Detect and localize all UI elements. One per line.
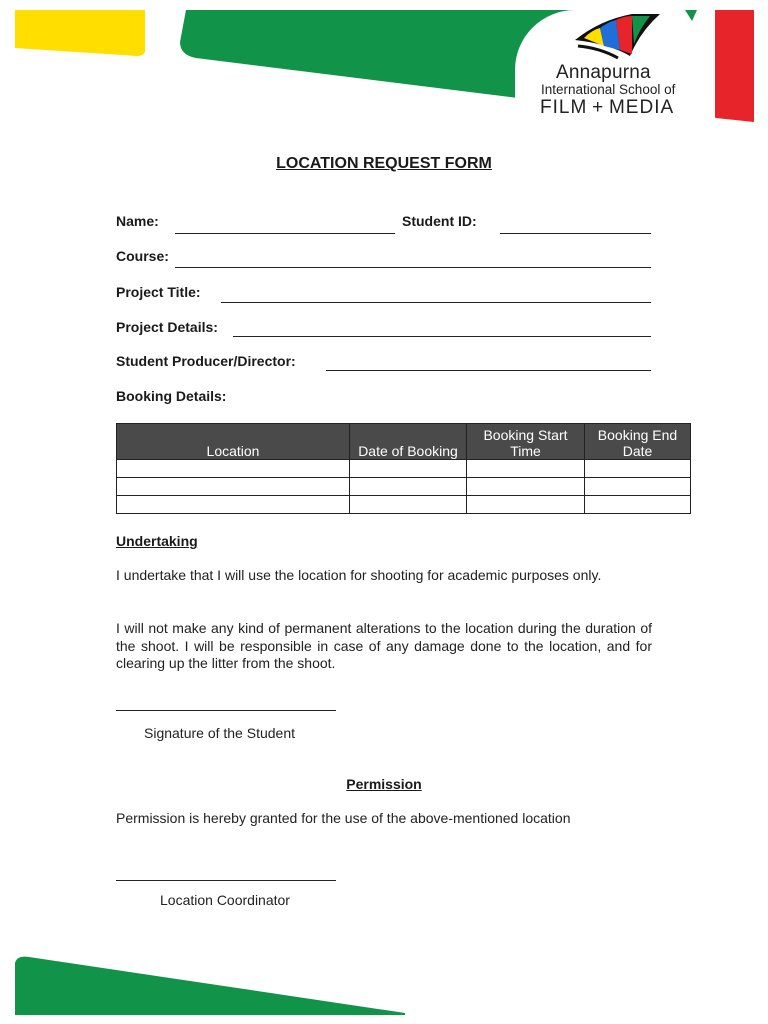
name-label: Name: bbox=[116, 213, 159, 229]
column-header-booking-end-date: Booking End Date bbox=[585, 424, 691, 460]
table-cell[interactable] bbox=[350, 460, 467, 478]
table-cell[interactable] bbox=[350, 478, 467, 496]
permission-paragraph: Permission is hereby granted for the use of the above-mentioned location bbox=[116, 810, 571, 826]
table-cell[interactable] bbox=[467, 460, 585, 478]
yellow-corner-shape bbox=[15, 10, 145, 58]
student-signature-line[interactable] bbox=[116, 710, 336, 711]
student-id-label: Student ID: bbox=[402, 213, 477, 229]
table-row bbox=[117, 460, 691, 478]
course-label: Course: bbox=[116, 248, 169, 264]
coordinator-signature-line[interactable] bbox=[116, 880, 336, 881]
film-reel-logo-icon bbox=[570, 12, 665, 64]
student-signature-caption: Signature of the Student bbox=[144, 725, 295, 741]
column-header-date-of-booking: Date of Booking bbox=[350, 424, 467, 460]
booking-details-label: Booking Details: bbox=[116, 388, 227, 404]
red-corner-shape bbox=[710, 10, 754, 122]
project-title-field[interactable] bbox=[221, 302, 651, 303]
undertaking-heading: Undertaking bbox=[116, 533, 198, 549]
table-cell[interactable] bbox=[350, 496, 467, 514]
undertaking-paragraph-2: I will not make any kind of permanent alterations to the location during the duration of the shoot. I will be responsible in case of any damage done to the location, and for clearing up the litter from the shoot. bbox=[116, 620, 652, 671]
project-details-label: Project Details: bbox=[116, 319, 218, 335]
table-cell[interactable] bbox=[585, 478, 691, 496]
green-triangle-accent bbox=[685, 10, 697, 22]
table-cell[interactable] bbox=[117, 478, 350, 496]
logo-text-annapurna: Annapurna bbox=[556, 62, 651, 83]
table-cell[interactable] bbox=[585, 496, 691, 514]
project-details-field[interactable] bbox=[233, 336, 651, 337]
permission-heading: Permission bbox=[346, 776, 422, 792]
booking-table-header-row bbox=[117, 424, 691, 460]
booking-table bbox=[116, 423, 691, 514]
table-cell[interactable] bbox=[117, 460, 350, 478]
table-cell[interactable] bbox=[585, 460, 691, 478]
producer-director-label: Student Producer/Director: bbox=[116, 353, 296, 369]
table-cell[interactable] bbox=[467, 478, 585, 496]
green-footer-band bbox=[15, 955, 405, 1015]
undertaking-paragraph-1: I undertake that I will use the location for shooting for academic purposes only. bbox=[116, 567, 602, 583]
table-row bbox=[117, 496, 691, 514]
table-row bbox=[117, 478, 691, 496]
logo-text-film-media: FILM + MEDIA bbox=[540, 97, 675, 118]
table-cell[interactable] bbox=[117, 496, 350, 514]
name-field[interactable] bbox=[175, 233, 395, 234]
coordinator-signature-caption: Location Coordinator bbox=[160, 892, 290, 908]
column-header-booking-start-time: Booking Start Time bbox=[467, 424, 585, 460]
column-header-location: Location bbox=[117, 424, 350, 460]
form-title: LOCATION REQUEST FORM bbox=[276, 155, 492, 172]
student-id-field[interactable] bbox=[500, 233, 651, 234]
table-cell[interactable] bbox=[467, 496, 585, 514]
course-field[interactable] bbox=[175, 267, 651, 268]
producer-director-field[interactable] bbox=[326, 370, 651, 371]
logo-text-school: International School of bbox=[541, 82, 676, 97]
project-title-label: Project Title: bbox=[116, 284, 201, 300]
